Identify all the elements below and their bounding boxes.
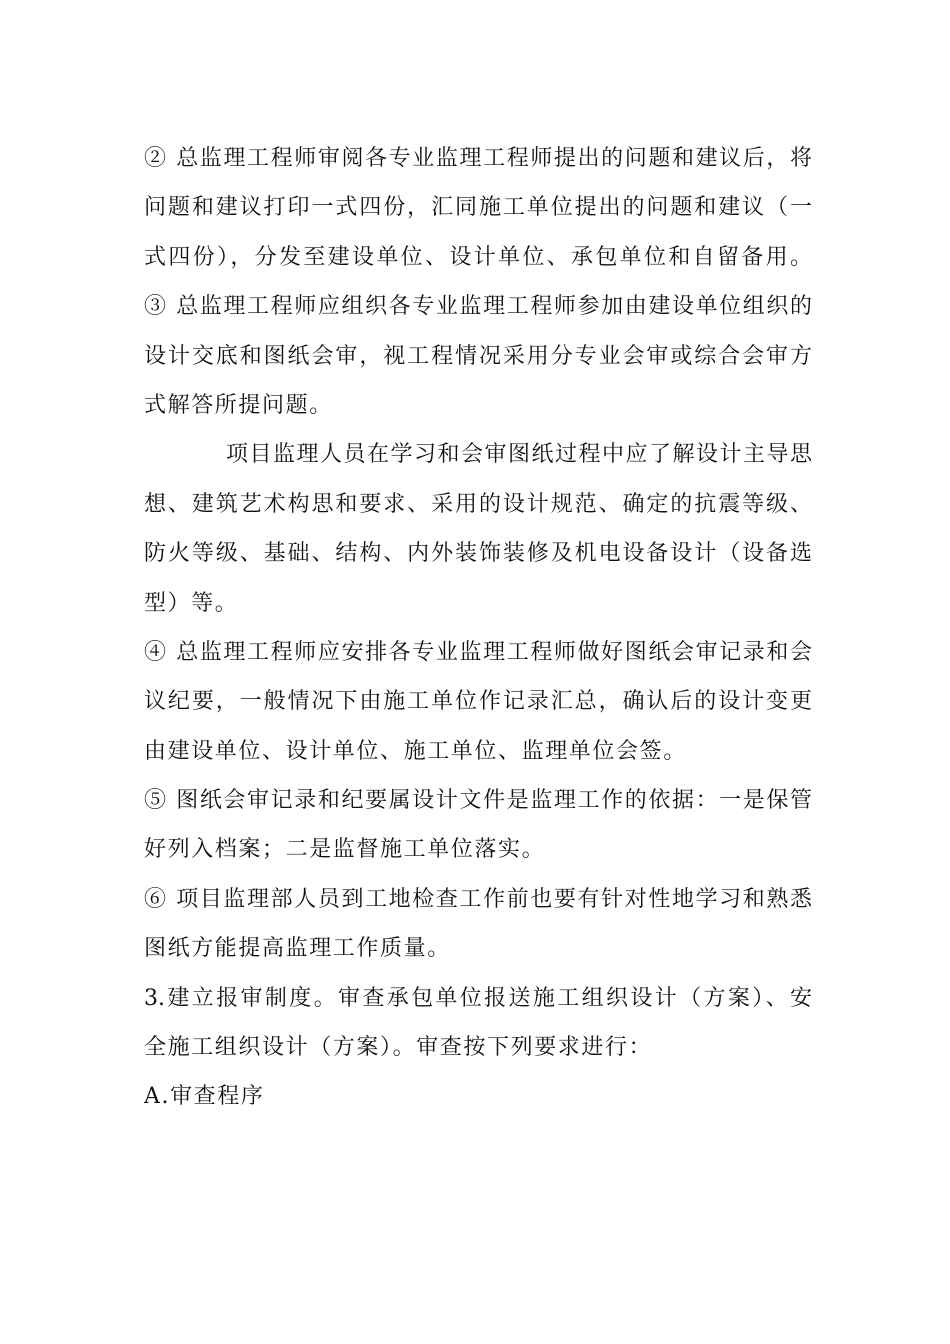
text-line: 问题和建议打印一式四份，汇同施工单位提出的问题和建议（一: [144, 195, 812, 221]
text-line: ④ 总监理工程师应安排各专业监理工程师做好图纸会审记录和会: [144, 639, 812, 665]
text-line: 3.建立报审制度。审查承包单位报送施工组织设计（方案）、安: [144, 985, 812, 1011]
text-line: 全施工组织设计（方案）。审查按下列要求进行：: [144, 1035, 653, 1061]
text-line: ⑥ 项目监理部人员到工地检查工作前也要有针对性地学习和熟悉: [144, 886, 812, 912]
text-line: 议纪要，一般情况下由施工单位作记录汇总，确认后的设计变更: [144, 689, 812, 715]
text-line: 防火等级、基础、结构、内外装饰装修及机电设备设计（设备选: [144, 541, 812, 567]
text-line: 项目监理人员在学习和会审图纸过程中应了解设计主导思: [226, 442, 812, 468]
text-line: 设计交底和图纸会审，视工程情况采用分专业会审或综合会审方: [144, 343, 812, 369]
text-line: 型）等。: [144, 590, 239, 616]
text-line: A.审查程序: [144, 1084, 265, 1110]
text-line: ② 总监理工程师审阅各专业监理工程师提出的问题和建议后，将: [144, 146, 812, 171]
text-line: 由建设单位、设计单位、施工单位、监理单位会签。: [144, 738, 687, 764]
body-text: [144, 134, 812, 1122]
text-line: 想、建筑艺术构思和要求、采用的设计规范、确定的抗震等级、: [144, 491, 812, 517]
text-line: 好列入档案；二是监督施工单位落实。: [144, 837, 546, 863]
text-line: 式解答所提问题。: [144, 392, 333, 418]
text-line: 图纸方能提高监理工作质量。: [144, 936, 451, 962]
text-line: ③ 总监理工程师应组织各专业监理工程师参加由建设单位组织的: [144, 294, 812, 320]
text-line: ⑤ 图纸会审记录和纪要属设计文件是监理工作的依据：一是保管: [144, 788, 812, 814]
text-line: 式四份），分发至建设单位、设计单位、承包单位和自留备用。: [144, 244, 812, 270]
